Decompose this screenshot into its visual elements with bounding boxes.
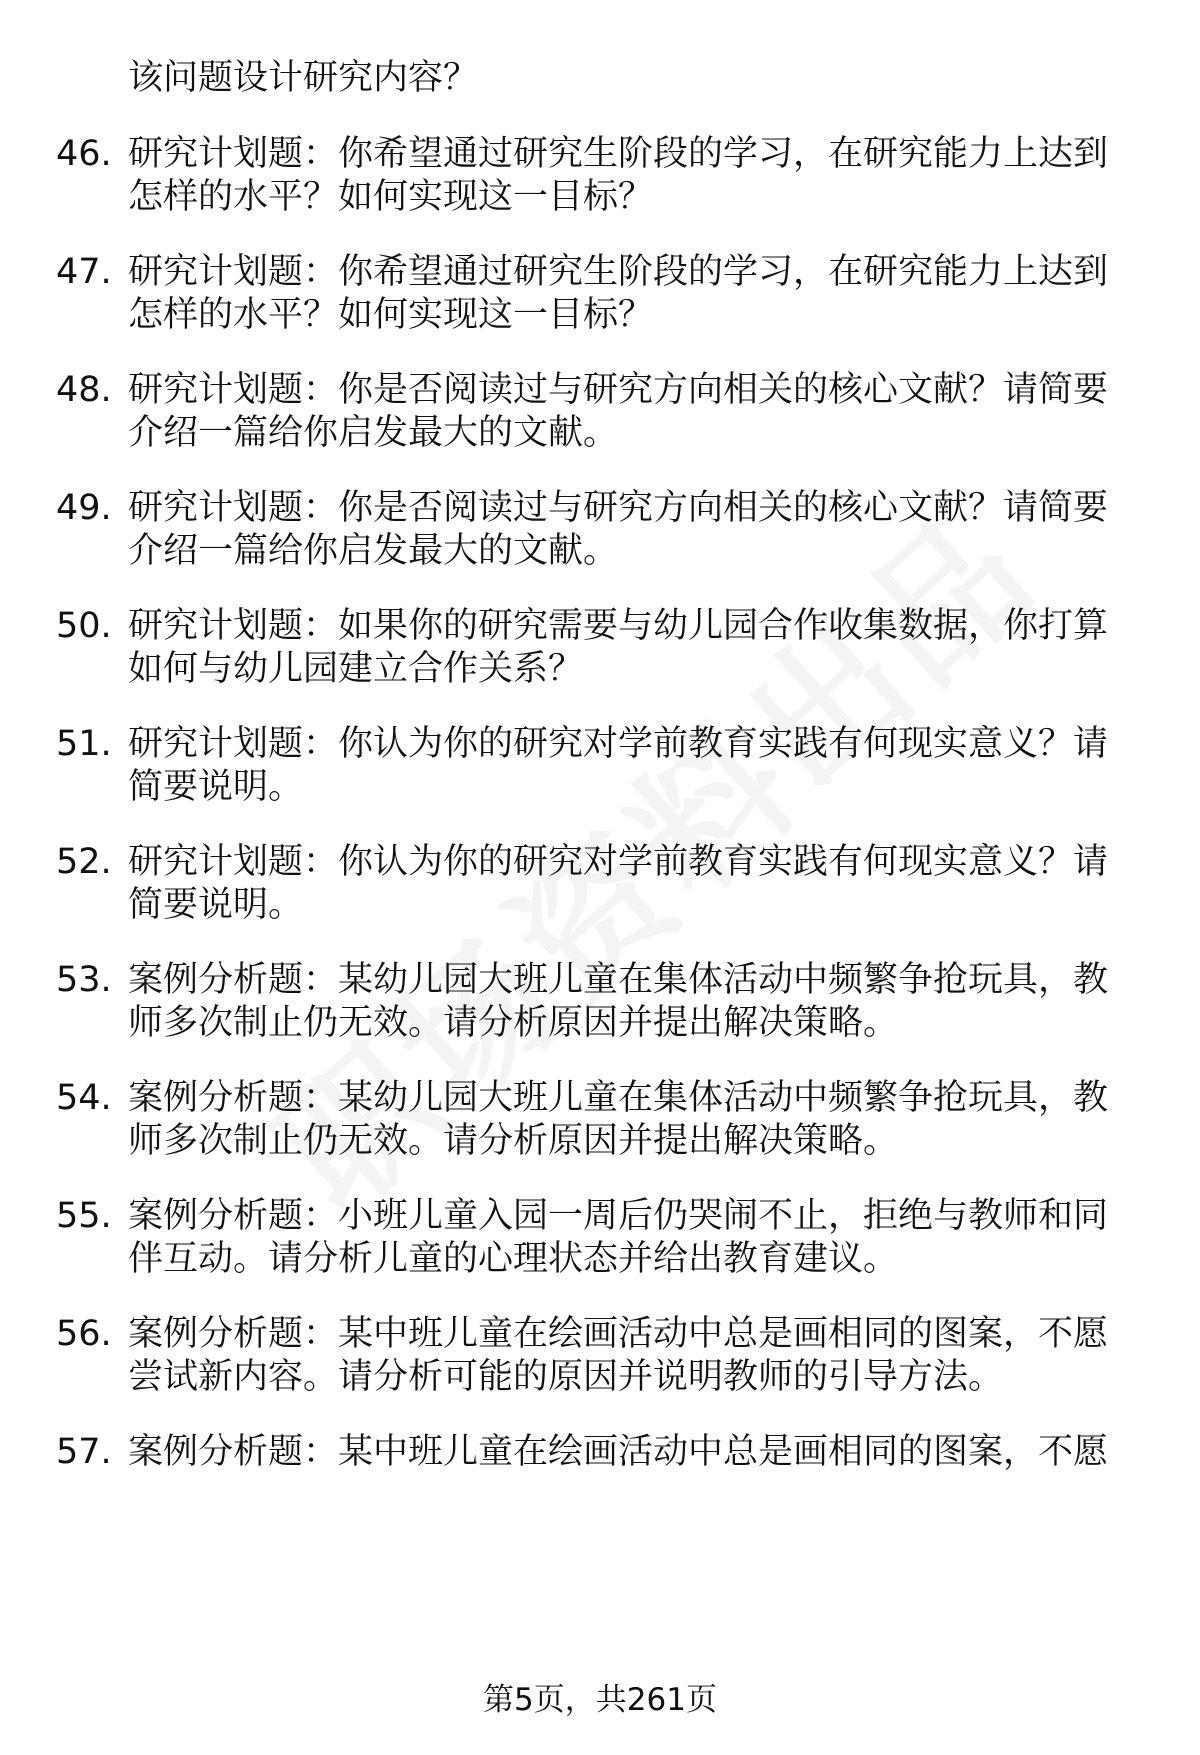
item-number: 56. [56,1314,112,1354]
item-text-line2: 简要说明。 [128,885,304,925]
item-text-line2: 介绍一篇给你启发最大的文献。 [128,531,619,571]
item-number: 46. [56,134,112,174]
item-text-line1: 案例分析题：某幼儿园大班儿童在集体活动中频繁争抢玩具，教 [128,1078,1109,1118]
item-text-line1: 案例分析题：小班儿童入园一周后仍哭闹不止，拒绝与教师和同 [128,1196,1109,1236]
item-text-line1: 案例分析题：某中班儿童在绘画活动中总是画相同的图案，不愿 [128,1432,1109,1472]
item-text-line1: 研究计划题：你认为你的研究对学前教育实践有何现实意义？请 [128,724,1109,764]
item-text-line2: 如何与幼儿园建立合作关系？ [128,649,584,689]
item-text-line1: 案例分析题：某中班儿童在绘画活动中总是画相同的图案，不愿 [128,1314,1109,1354]
item-text-line1: 研究计划题：你认为你的研究对学前教育实践有何现实意义？请 [128,842,1109,882]
item-text-line1: 案例分析题：某幼儿园大班儿童在集体活动中频繁争抢玩具，教 [128,960,1109,1000]
item-text-line2: 怎样的水平？如何实现这一目标？ [128,177,654,217]
item-number: 57. [56,1432,112,1472]
item-text-line2: 伴互动。请分析儿童的心理状态并给出教育建议。 [128,1239,899,1279]
item-text-line1: 研究计划题：你是否阅读过与研究方向相关的核心文献？请简要 [128,370,1109,410]
item-number: 49. [56,488,112,528]
item-text-line1: 研究计划题：如果你的研究需要与幼儿园合作收集数据，你打算 [128,606,1109,646]
item-text-line2: 尝试新内容。请分析可能的原因并说明教师的引导方法。 [128,1357,1004,1397]
item-text-line1: 研究计划题：你是否阅读过与研究方向相关的核心文献？请简要 [128,488,1109,528]
item-number: 53. [56,960,112,1000]
item-number: 47. [56,252,112,292]
page-footer: 第5页，共261页 [483,1682,717,1718]
item-number: 48. [56,370,112,410]
item-number: 51. [56,724,112,764]
item-text-line2: 师多次制止仍无效。请分析原因并提出解决策略。 [128,1003,899,1043]
item-text-line2: 师多次制止仍无效。请分析原因并提出解决策略。 [128,1121,899,1161]
item-number: 52. [56,842,112,882]
item-number: 55. [56,1196,112,1236]
item-number: 54. [56,1078,112,1118]
continuation-line: 该问题设计研究内容？ [128,58,479,98]
item-text-line2: 简要说明。 [128,767,304,807]
item-text-line1: 研究计划题：你希望通过研究生阶段的学习，在研究能力上达到 [128,252,1109,292]
item-text-line2: 怎样的水平？如何实现这一目标？ [128,295,654,335]
item-text-line2: 介绍一篇给你启发最大的文献。 [128,413,619,453]
item-number: 50. [56,606,112,646]
item-text-line1: 研究计划题：你希望通过研究生阶段的学习，在研究能力上达到 [128,134,1109,174]
